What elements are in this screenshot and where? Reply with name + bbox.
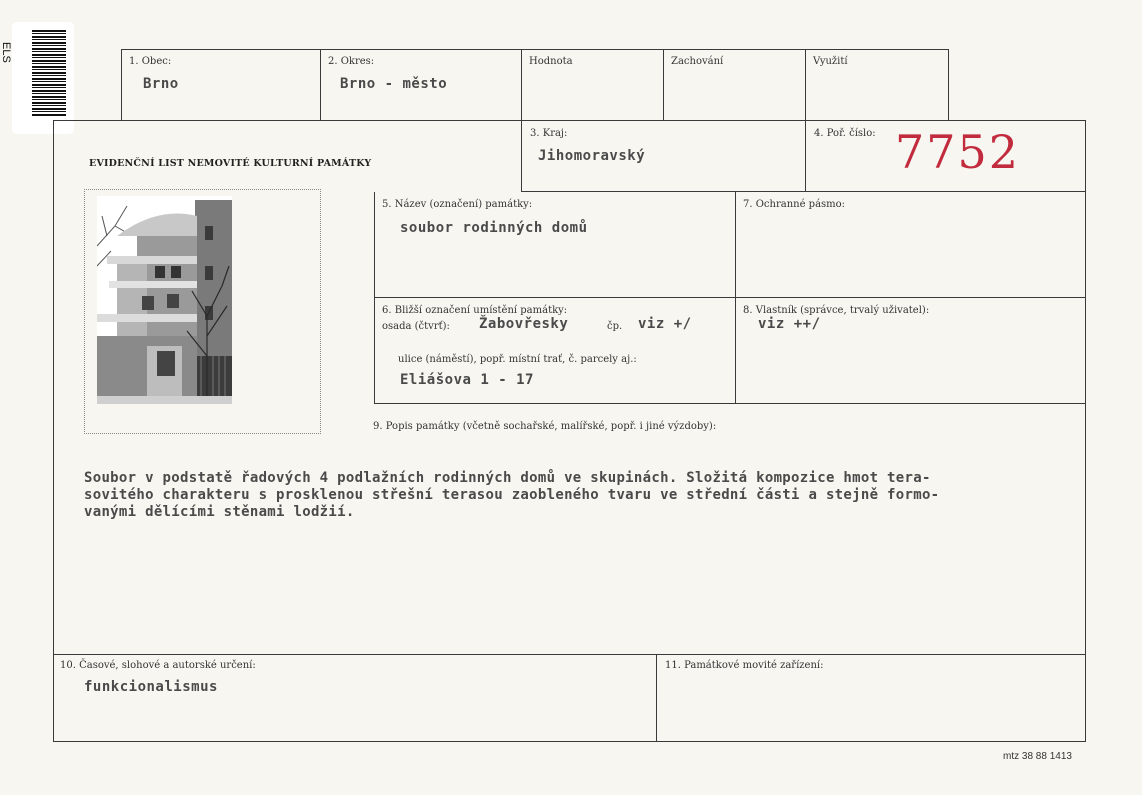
popis-line-2: sovitého charakteru s prosklenou střešní terasou zaobleného tvaru ve střední části a stejně formo-: [84, 487, 940, 503]
pasmo-label: 7. Ochranné pásmo:: [743, 199, 846, 210]
header-divider: [805, 49, 806, 120]
obec-label: 1. Obec:: [129, 56, 172, 67]
popis-label: 9. Popis památky (včetně sochařské, malířské, popř. i jiné výzdoby):: [373, 421, 717, 432]
zarizeni-label: 11. Památkové movité zařízení:: [665, 660, 824, 671]
vyuziti-label: Využití: [813, 56, 848, 67]
cp-label: čp.: [607, 321, 623, 332]
bottom-row-top-line: [53, 654, 1086, 655]
nazev-label: 5. Název (označení) památky:: [382, 199, 533, 210]
okres-label: 2. Okres:: [328, 56, 375, 67]
sticker-code: ELS: [0, 42, 12, 63]
okres-value: Brno - město: [340, 76, 448, 92]
osada-value: Žabovřesky: [479, 316, 569, 332]
nazev-value: soubor rodinných domů: [400, 220, 588, 236]
vlastnik-value: viz ++/: [758, 316, 821, 332]
form-title: EVIDENČNÍ LIST NEMOVITÉ KULTURNÍ PAMÁTKY: [89, 158, 372, 169]
header-divider: [320, 49, 321, 120]
building-photo: [97, 196, 232, 404]
header-divider: [521, 49, 522, 120]
cp-value: viz +/: [638, 316, 692, 332]
ulice-label: ulice (náměstí), popř. místní trať, č. parcely aj.:: [398, 354, 637, 365]
barcode: [32, 30, 66, 116]
hodnota-label: Hodnota: [529, 56, 573, 67]
osada-label: osada (čtvrť):: [382, 321, 450, 332]
urceni-value: funkcionalismus: [84, 679, 218, 695]
vlastnik-label: 8. Vlastník (správce, trvalý uživatel):: [743, 305, 930, 316]
urceni-label: 10. Časové, slohové a autorské určení:: [60, 660, 256, 671]
obec-value: Brno: [143, 76, 179, 92]
cislo-value: 7752: [895, 125, 1021, 179]
header-divider: [663, 49, 664, 120]
ulice-value: Eliášova 1 - 17: [400, 372, 534, 388]
kraj-value: Jihomoravský: [538, 148, 646, 164]
footer-code: mtz 38 88 1413: [1003, 751, 1072, 762]
popis-line-3: vanými dělícími stěnami lodžií.: [84, 504, 355, 520]
zachovani-label: Zachování: [671, 56, 724, 67]
cislo-divider: [805, 120, 806, 192]
cislo-label: 4. Poř. číslo:: [814, 128, 876, 139]
kraj-label: 3. Kraj:: [530, 128, 568, 139]
umisteni-label: 6. Bližší označení umístění památky:: [382, 305, 568, 316]
popis-line-1: Soubor v podstatě řadových 4 podlažních rodinných domů ve skupinách. Složitá kompozice hmot tera-: [84, 470, 931, 486]
bottom-row-divider: [656, 654, 657, 742]
